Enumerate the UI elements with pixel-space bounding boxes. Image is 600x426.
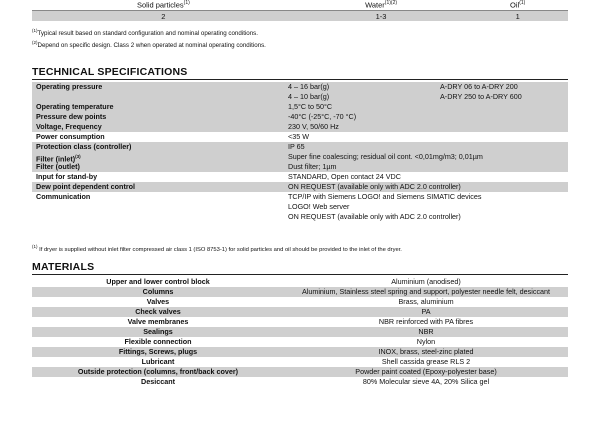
spec-value: 230 V, 50/60 Hz [288,122,339,131]
material-row [32,357,568,367]
spec-row [32,142,568,152]
footnote-1: $^{(1)}$Typical result based on standard configuration and nominal operating conditions. [32,28,258,38]
spec-value: STANDARD, Open contact 24 VDC [288,172,401,181]
material-row [32,337,568,347]
material-part: Fittings, Screws, plugs [118,347,198,356]
spec-value: 4 – 16 bar(g) [288,82,330,91]
spec-label: Input for stand-by [36,172,98,181]
material-part: Flexible connection [124,337,192,346]
spec-label: Communication [36,192,91,201]
spec-value: <35 W [288,132,309,141]
spec-value: LOGO! Web server [288,202,350,211]
material-value: NBR [418,327,434,336]
material-value: Aluminium (anodised) [391,277,461,286]
spec-label: Operating pressure [36,82,103,91]
material-part: Desiccant [141,377,175,386]
header-water: Water$^{(1)(2)}$ [295,0,468,11]
material-value: Powder paint coated (Epoxy-polyester base) [355,367,497,376]
spec-row [32,112,568,122]
value-water: 1-3 [295,11,468,22]
spec-row [32,162,568,172]
spec-label: Filter (outlet) [36,162,80,171]
spec-model-range: A-DRY 250 to A-DRY 600 [440,92,522,101]
material-part: Columns [142,287,174,296]
value-solid-particles: 2 [32,11,295,22]
material-value: Brass, aluminium [398,297,454,306]
material-row [32,287,568,297]
header-oil: Oil$^{(1)}$ [467,0,568,11]
material-value: Aluminium, Stainless steel spring and support, polyester needle felt, desiccant [301,287,551,296]
spec-label: Voltage, Frequency [36,122,102,131]
material-value: INOX, brass, steel-zinc plated [378,347,474,356]
footnote-2: $^{(2)}$Depend on specific design. Class 2 when operated at nominal operating conditions. [32,40,266,50]
spec-value: TCP/IP with Siemens LOGO! and Siemens SIMATIC devices [288,192,482,201]
material-value: NBR reinforced with PA fibres [378,317,474,326]
spec-value: -40°C (-25°C, -70 °C) [288,112,357,121]
material-row [32,347,568,357]
material-row [32,377,568,387]
spec-label: Power consumption [36,132,105,141]
spec-value: 4 – 10 bar(g) [288,92,330,101]
spec-value: Super fine coalescing; residual oil cont. <0,01mg/m3; 0,01µm [288,152,483,161]
header-solid-particles: Solid particles$^{(1)}$ [32,0,295,11]
spec-label: Protection class (controller) [36,142,132,151]
materials-title: MATERIALS [32,261,568,275]
material-value: Nylon [416,337,436,346]
spec-value: IP 65 [288,142,305,151]
spec-value: ON REQUEST (available only with ADC 2.0 controller) [288,212,461,221]
material-row [32,327,568,337]
material-row [32,317,568,327]
material-part: Upper and lower control block [106,277,210,286]
spec-row [32,152,568,162]
material-row [32,277,568,287]
spec-row-communication [32,192,568,222]
spec-row [32,122,568,132]
material-part: Check valves [135,307,181,316]
spec-row [32,172,568,182]
spec-label: Pressure dew points [36,112,107,121]
material-part: Lubricant [141,357,175,366]
spec-row [32,132,568,142]
material-part: Valve membranes [127,317,189,326]
tech-specs-title: TECHNICAL SPECIFICATIONS [32,66,568,80]
spec-value: Dust filter; 1µm [288,162,337,171]
spec-row [32,102,568,112]
purity-class-header-row [32,0,568,11]
footnote-3: $^{(1)}$ If dryer is supplied without inlet filter compressed air class 1 (ISO 8753-1) for solid particles and oil should be provided to the inlet of the dryer. [32,244,402,253]
spec-label: Filter (inlet)$^{(3)}$ [36,154,81,164]
spec-label: Operating temperature [36,102,114,111]
spec-label: Dew point dependent control [36,182,136,191]
material-row [32,307,568,317]
material-part: Sealings [143,327,173,336]
value-oil: 1 [467,11,568,22]
material-part: Valves [146,297,170,306]
purity-class-table [32,0,568,21]
tech-specs-table [32,82,568,222]
material-row [32,297,568,307]
spec-model-range: A-DRY 06 to A-DRY 200 [440,82,518,91]
material-value: PA [421,307,431,316]
spec-value: 1,5°C to 50°C [288,102,333,111]
material-value: 80% Molecular sieve 4A, 20% Silica gel [362,377,490,386]
spec-row [32,182,568,192]
spec-value: ON REQUEST (available only with ADC 2.0 controller) [288,182,461,191]
purity-class-value-row [32,11,568,22]
material-value: Shell cassida grease RLS 2 [381,357,471,366]
materials-table [32,277,568,387]
material-part: Outside protection (columns, front/back cover) [77,367,239,376]
spec-row-operating-pressure [32,82,568,102]
material-row [32,367,568,377]
